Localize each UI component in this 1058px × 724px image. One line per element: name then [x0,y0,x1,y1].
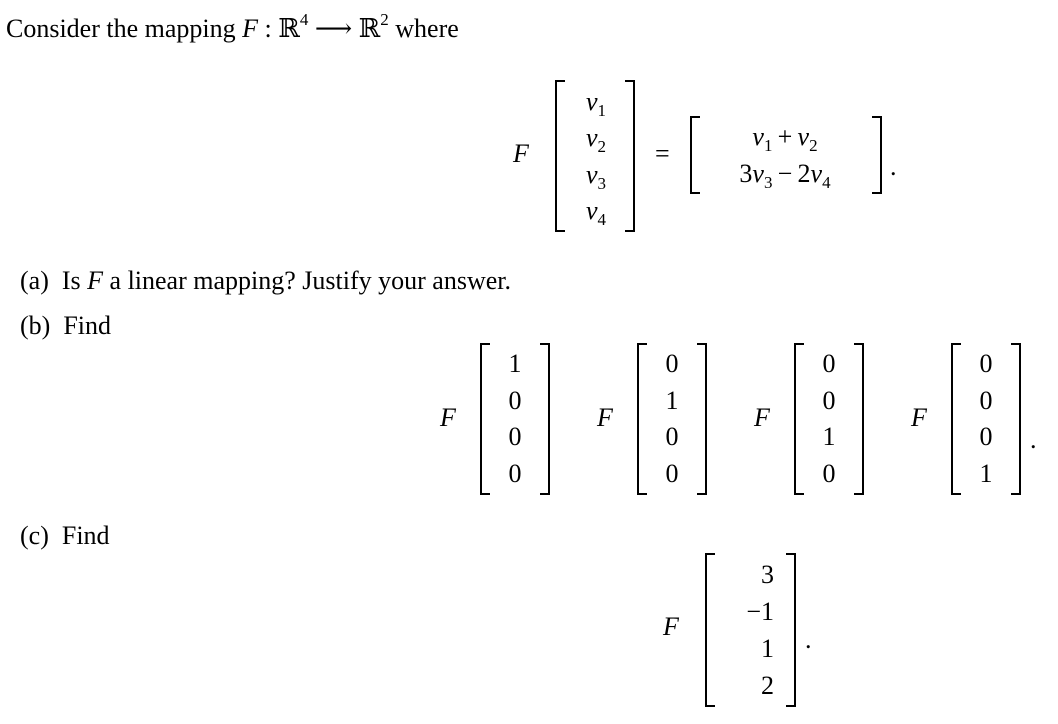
def-output-subscript: 4 [822,172,831,192]
part-a-text: Is F a linear mapping? Justify your answer. [61,266,511,295]
part-b-text: Find [63,311,112,340]
part-b-vector-entry: 0 [508,385,522,415]
def-output-entry: $v_1 + v_2$ [752,121,818,155]
part-b-func: F [911,403,927,432]
intro-text-before: Consider the mapping [6,14,236,43]
part-c-vector-entry: −1 [746,596,774,626]
part-c-label: (c) [20,521,49,550]
part-c-text: Find [61,521,110,550]
def-output-subscript: 2 [809,135,818,155]
part-b-left-bracket [951,343,961,495]
intro-text-after: where [395,14,459,43]
def-input-subscript: 3 [597,173,607,193]
part-b-vector-entry: 0 [665,422,679,452]
def-input-left-bracket [555,80,565,232]
part-c-right-bracket [786,553,796,707]
intro-codomain: ℝ$^2$ [358,10,389,43]
intro-func: F [242,14,259,43]
def-output-subscript: 1 [763,135,773,155]
part-b-left-bracket [637,343,647,495]
def-input-entry: $v_3$ [585,159,607,193]
def-output-subscript: 3 [763,172,773,192]
def-input-entry: $v_4$ [585,195,607,229]
part-b-vector-entry: 0 [508,458,522,488]
part-b-right-bracket [1011,343,1021,495]
part-b-vector-entry: 0 [665,349,679,379]
part-a-func: F [87,266,104,295]
intro-arrow: ⟶ [314,14,359,43]
part-c-vector-entry: 2 [761,670,774,700]
part-b-label: (b) [20,311,51,340]
def-output-var: v [810,158,823,188]
part-b-right-bracket [697,343,707,495]
part-c-vector-entry: 1 [761,633,774,663]
part-b-vector-entry: 0 [979,385,993,415]
intro-line [6,10,459,44]
def-input-subscript: 4 [597,209,607,229]
def-output-right-bracket [872,116,882,194]
part-b-vector-entry: 0 [508,422,522,452]
part-b-func: F [597,403,613,432]
part-b-vector [810,346,848,492]
def-output-vector [705,118,865,192]
part-b-vector-entry: 0 [822,458,836,488]
part-b-right-bracket [854,343,864,495]
part-b-vector-entry: 0 [665,458,679,488]
part-b-vector-entry: 0 [822,349,836,379]
part-c-vector [722,556,774,704]
def-input-entry: $v_1$ [585,87,607,121]
def-input-vector [572,84,620,229]
def-func: F [513,139,529,168]
part-b-vector-entry: 1 [822,422,836,452]
part-b-vector-entry: 0 [979,422,993,452]
part-b-vector-entry: 0 [822,385,836,415]
part-b-vector-entry: 1 [508,349,522,379]
part-a [20,266,511,296]
def-input-right-bracket [625,80,635,232]
intro-domain: ℝ$^4$ [278,10,309,43]
part-b-vector [496,346,534,492]
def-output-left-bracket [690,116,700,194]
def-output-var: v [752,121,764,151]
part-b-end-period: . [1030,425,1037,454]
part-c-func: F [663,612,679,641]
part-b-right-bracket [540,343,550,495]
intro-colon: : [264,14,279,43]
part-c-left-bracket [705,553,715,707]
def-equals: = [655,139,670,168]
def-end-period: . [890,152,897,181]
part-c-vector-entry: 3 [761,559,774,589]
def-input-subscript: 1 [597,101,607,121]
def-output-entry: $3v_3 - 2v_4$ [739,158,831,192]
part-b-vector [653,346,691,492]
def-input-entry: $v_2$ [585,123,607,157]
part-b-func: F [754,403,770,432]
part-b-vector-entry: 1 [979,458,993,488]
part-b-left-bracket [794,343,804,495]
part-b [20,311,111,341]
part-c [20,521,110,551]
part-c-end-period: . [805,625,812,654]
def-input-subscript: 2 [597,137,607,157]
part-b-func: F [440,403,456,432]
part-b-left-bracket [480,343,490,495]
part-a-label: (a) [20,266,49,295]
part-b-vector [967,346,1005,492]
part-b-vector-entry: 0 [979,349,993,379]
part-b-vector-entry: 1 [665,385,679,415]
def-output-var: v [797,121,810,151]
def-output-var: v [752,158,764,188]
